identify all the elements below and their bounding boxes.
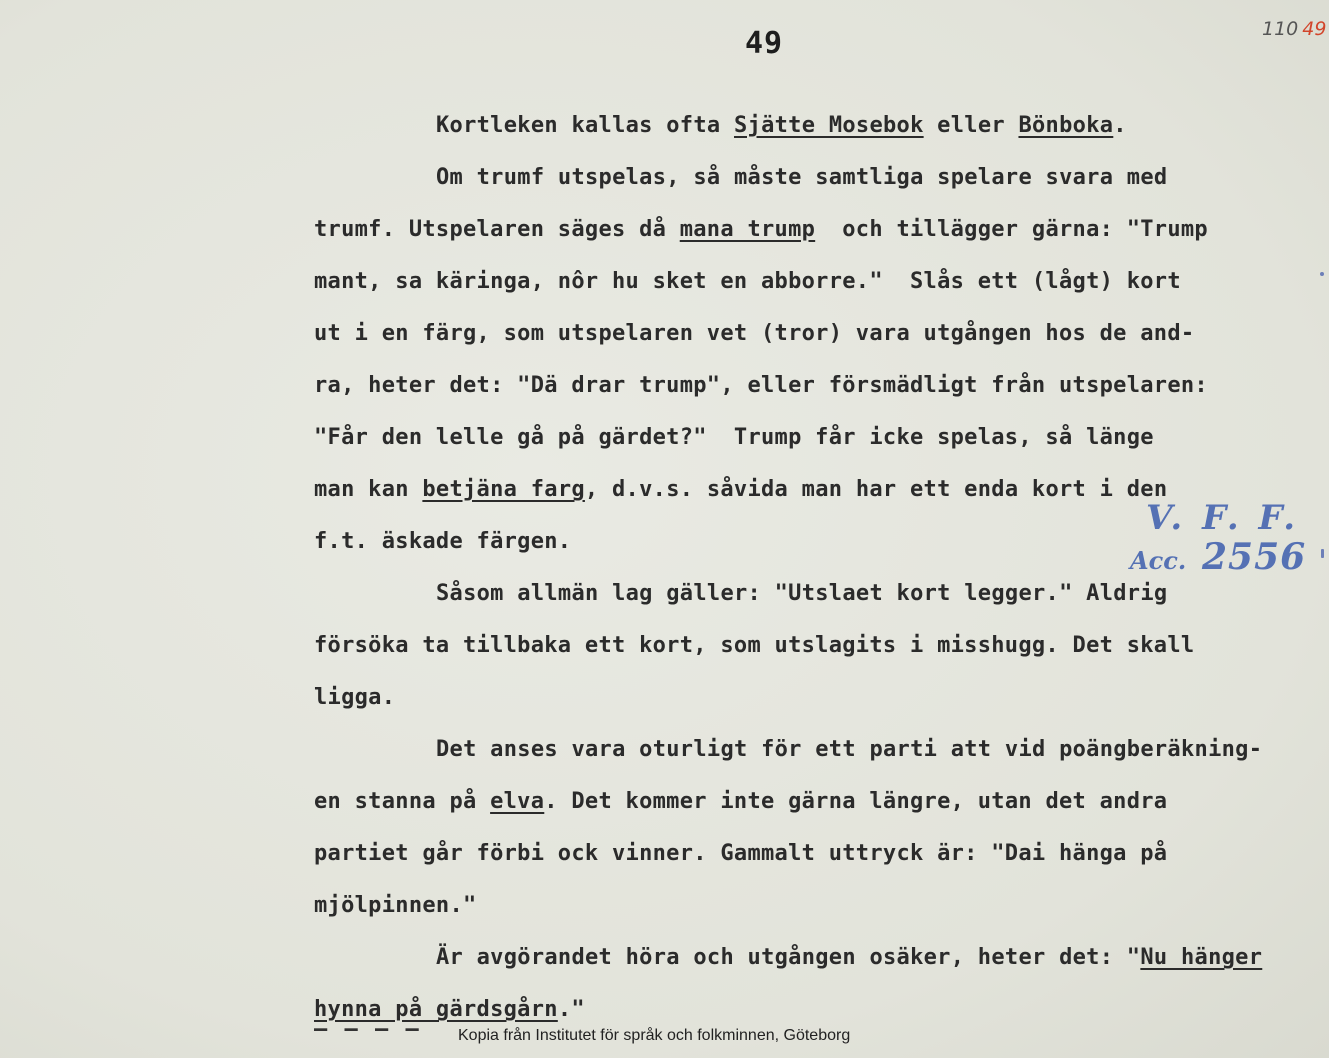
underlined-term: Sjätte Mosebok bbox=[734, 113, 924, 138]
text-segment: , d.v.s. såvida man har ett enda kort i den bbox=[584, 477, 1168, 502]
page-number: 49 bbox=[745, 26, 784, 61]
text-line bbox=[436, 945, 1262, 970]
text-segment: ." bbox=[557, 997, 585, 1022]
text-segment: . Det kommer inte gärna längre, utan det andra bbox=[544, 789, 1168, 814]
text-segment: trumf. Utspelaren säges då bbox=[314, 217, 680, 242]
text-line bbox=[314, 269, 1181, 294]
text-segment: partiet går förbi ock vinner. Gammalt uttryck är: "Dai hänga på bbox=[314, 841, 1168, 866]
text-line bbox=[314, 477, 1167, 502]
text-segment: och tillägger gärna: "Trump bbox=[815, 217, 1208, 242]
text-line bbox=[436, 737, 1262, 762]
text-line bbox=[314, 633, 1194, 658]
text-segment: eller bbox=[923, 113, 1019, 138]
text-segment: mjölpinnen." bbox=[314, 893, 477, 918]
text-line bbox=[314, 529, 571, 554]
underlined-term: betjäna farg bbox=[422, 477, 585, 502]
text-segment: man kan bbox=[314, 477, 423, 502]
underlined-term: Bönboka bbox=[1018, 113, 1114, 138]
text-segment: mant, sa käringa, nôr hu sket en abborre." Slås ett (lågt) kort bbox=[314, 269, 1181, 294]
archive-number-pencil: 110 bbox=[1262, 18, 1299, 40]
text-line bbox=[314, 373, 1208, 398]
underlined-term: elva bbox=[490, 789, 545, 814]
text-line bbox=[436, 581, 1167, 606]
archive-stamp bbox=[1128, 498, 1308, 593]
text-segment: Är avgörandet höra och utgången osäker, heter det: " bbox=[436, 945, 1141, 970]
text-segment: försöka ta tillbaka ett kort, som utslagits i misshugg. Det skall bbox=[314, 633, 1195, 658]
text-segment: ut i en färg, som utspelaren vet (tror) vara utgången hos de and- bbox=[314, 321, 1195, 346]
ink-speck bbox=[1321, 549, 1324, 558]
text-segment: Det anses vara oturligt för ett parti att vid poängberäkning- bbox=[436, 737, 1263, 762]
text-segment: Såsom allmän lag gäller: "Utslaet kort legger." Aldrig bbox=[436, 581, 1168, 606]
stamp-acc-label: Acc. bbox=[1130, 546, 1187, 575]
text-segment: . bbox=[1113, 113, 1127, 138]
text-line bbox=[314, 841, 1167, 866]
text-line bbox=[314, 893, 477, 918]
copy-notice: Kopia från Institutet för språk och folkminnen, Göteborg bbox=[458, 1027, 851, 1044]
text-segment: "Får den lelle gå på gärdet?" Trump får icke spelas, så länge bbox=[314, 425, 1154, 450]
text-line bbox=[314, 321, 1194, 346]
text-segment: ra, heter det: "Dä drar trump", eller försmädligt från utspelaren: bbox=[314, 373, 1208, 398]
text-line bbox=[436, 113, 1127, 138]
text-segment: ligga. bbox=[314, 685, 396, 710]
ink-speck bbox=[1320, 272, 1324, 276]
stamp-acc-number: 2556 bbox=[1202, 536, 1307, 578]
text-line bbox=[436, 165, 1167, 190]
text-segment: Om trumf utspelas, så måste samtliga spelare svara med bbox=[436, 165, 1168, 190]
underlined-term: mana trump bbox=[679, 217, 816, 242]
underlined-term: hynna på gärdsgårn bbox=[314, 997, 558, 1022]
text-line bbox=[314, 217, 1208, 242]
text-segment: f.t. äskade färgen. bbox=[314, 529, 572, 554]
archive-number-red: 49 bbox=[1302, 18, 1327, 40]
text-line bbox=[314, 685, 395, 710]
text-segment: Kortleken kallas ofta bbox=[436, 113, 734, 138]
underlined-term: Nu hänger bbox=[1140, 945, 1263, 970]
archive-number bbox=[1262, 18, 1326, 40]
text-line bbox=[314, 425, 1154, 450]
text-line bbox=[314, 789, 1167, 814]
stamp-initials: V. F. F. bbox=[1146, 498, 1300, 538]
footer-dashes: — — — — bbox=[314, 1017, 421, 1042]
text-segment: en stanna på bbox=[314, 789, 491, 814]
